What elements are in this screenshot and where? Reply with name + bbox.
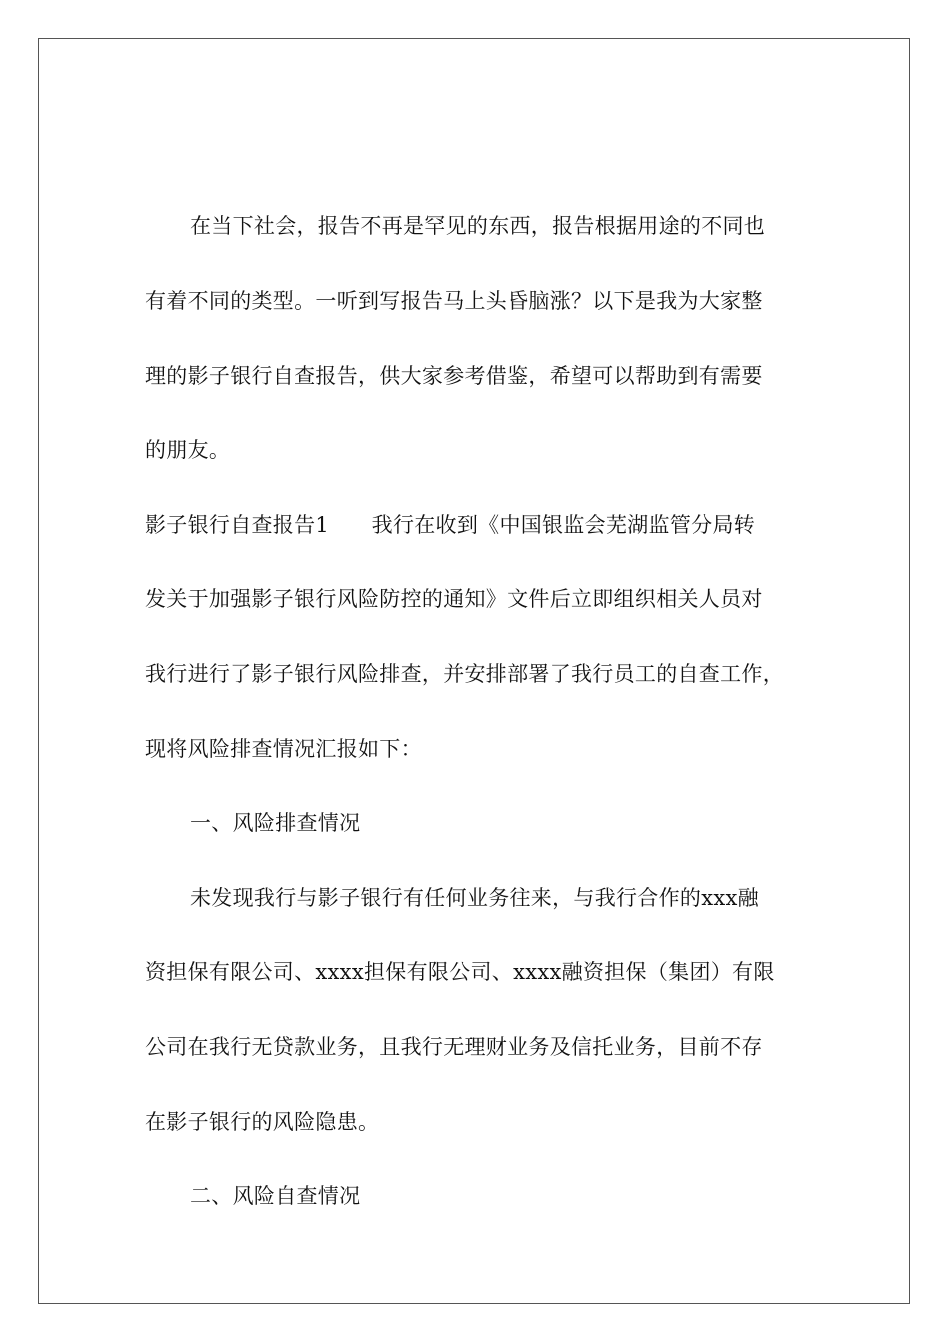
report-body-line-4: 现将风险排查情况汇报如下： [145,737,422,761]
report-body-line-2: 发关于加强影子银行风险防控的通知》文件后立即组织相关人员对 [145,587,763,611]
section-1-line-3: 公司在我行无贷款业务，且我行无理财业务及信托业务，目前不存 [145,1035,763,1059]
paragraph-intro-line-2: 有着不同的类型。一听到写报告马上头昏脑涨？以下是我为大家整 [145,289,763,313]
paragraph-intro-line-3: 理的影子银行自查报告，供大家参考借鉴，希望可以帮助到有需要 [145,364,763,388]
report-body-line-3: 我行进行了影子银行风险排查，并安排部署了我行员工的自查工作， [145,662,784,686]
section-heading-1: 一、风险排查情况 [190,811,361,835]
section-1-line-4: 在影子银行的风险隐患。 [145,1110,380,1134]
report-title-line-1: 影子银行自查报告1 我行在收到《中国银监会芜湖监管分局转 [145,513,756,537]
paragraph-intro-line-4: 的朋友。 [145,438,231,462]
section-1-line-2: 资担保有限公司、xxxx担保有限公司、xxxx融资担保（集团）有限 [145,960,775,984]
section-1-line-1: 未发现我行与影子银行有任何业务往来，与我行合作的xxx融 [190,886,759,910]
paragraph-intro-line-1: 在当下社会，报告不再是罕见的东西，报告根据用途的不同也 [190,214,766,238]
section-heading-2: 二、风险自查情况 [190,1184,361,1208]
